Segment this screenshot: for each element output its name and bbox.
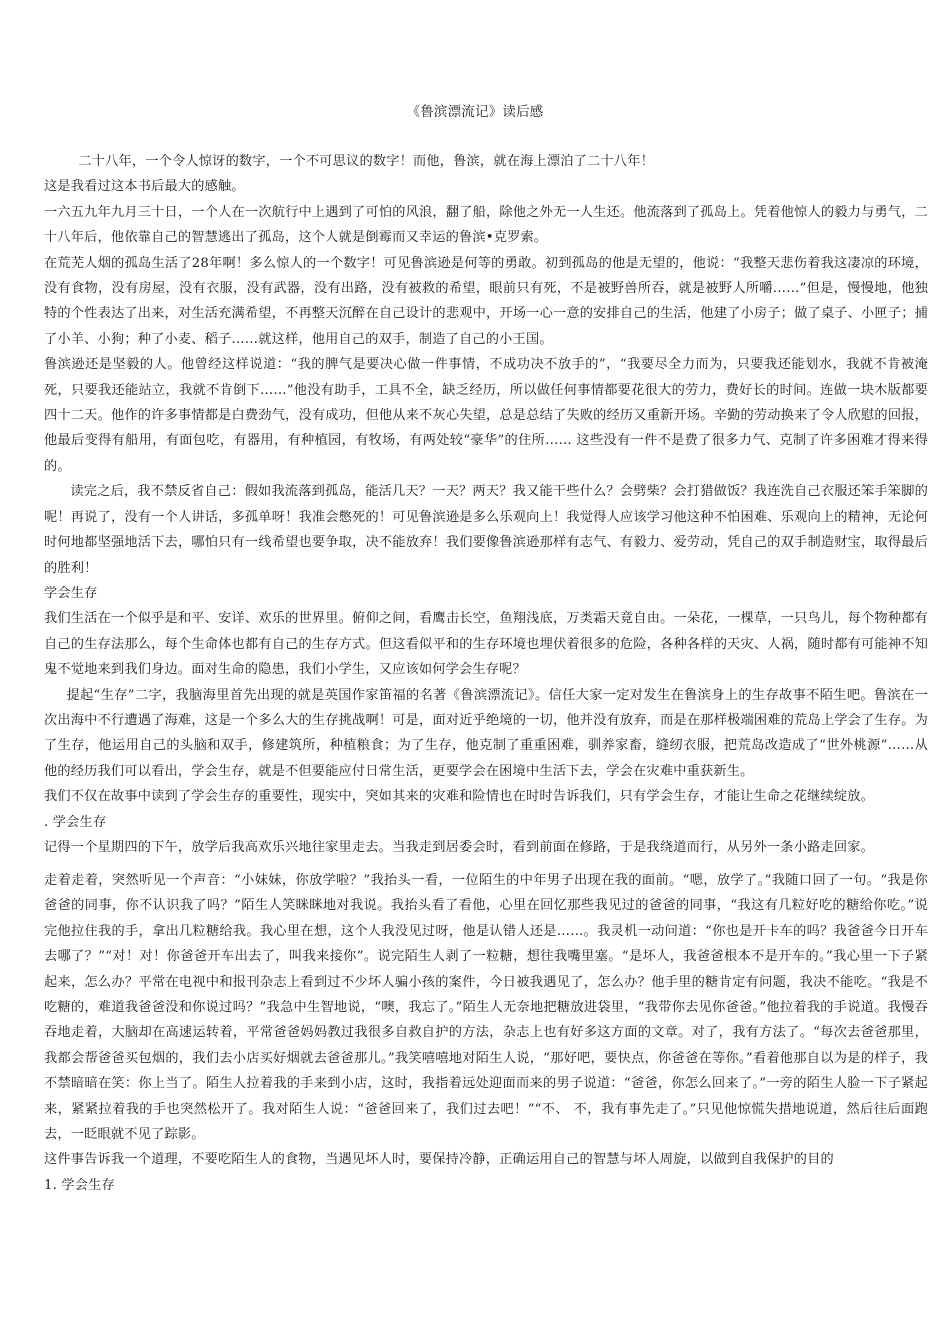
paragraph-10: 记得一个星期四的下午，放学后我高欢乐兴地往家里走去。当我走到居委会时，看到前面在修路，于是我绕道而行，从另外一条小路走回家。 bbox=[44, 839, 875, 855]
document-title: 《鲁滨漂流记》读后感 bbox=[406, 104, 544, 120]
paragraph-4: 在荒芜人烟的孤岛生活了28年啊！多么惊人的一个数字！可见鲁滨逊是何等的勇敢。初到孤岛的他是无望的，他说：“我整天悲伤着我这凄凉的环境，没有食物，没有房屋，没有衣服，没有武器，没有出路，没有被救的希望，眼前只有死，不是被野兽所吞，就是被野人所嚼……”但是，慢慢地，他独特的个性表达了出来，对生活充满希望，不再整天沉醉在自己设计的悲观中，开场一心一意的安排自己的生活，他建了小房子；做了桌子、小匣子；捕了小羊、小狗；种了小麦、稻子……就这样，他用自己的双手，制造了自己的小王国。 bbox=[44, 255, 928, 347]
paragraph-12: 这件事告诉我一个道理，不要吃陌生人的食物，当遇见坏人时，要保持冷静，正确运用自己的智慧与坏人周旋，以做到自我保护的目的 bbox=[44, 1152, 834, 1168]
body-section-2 bbox=[44, 868, 928, 1198]
paragraph-7: 我们生活在一个似乎是和平、安详、欢乐的世界里。俯仰之间，看鹰击长空，鱼翔浅底，万类霜天竟自由。一朵花，一棵草，一只鸟儿，每个物种都有自己的生存法那么，每个生命体也都有自己的生存方式。但这看似平和的生存环境也埋伏着很多的危险，各种各样的天灾、人祸，随时都有可能神不知鬼不觉地来到我们身边。面对生命的隐患，我们小学生，又应该如何学会生存呢？ bbox=[44, 611, 928, 678]
paragraph-8: 提起“生存”二字，我脑海里首先出现的就是英国作家笛福的名著《鲁滨漂流记》。信任大家一定对发生在鲁滨身上的生存故事不陌生吧。鲁滨在一次出海中不行遭遇了海难，这是一个多么大的生存挑战啊！可是，面对近乎绝境的一切，他并没有放弃，而是在那样极端困难的荒岛上学会了生存。为了生存，他运用自己的头脑和双手，修建筑所，种植粮食；为了生存，他克制了重重困难，驯养家畜，缝纫衣服，把荒岛改造成了“世外桃源”……从他的经历我们可以看出，学会生存，就是不但要能应付日常生活，更要学会在困境中生活下去，学会在灾难中重获新生。 bbox=[44, 687, 928, 779]
paragraph-3: 一六五九年九月三十日，一个人在一次航行中上遇到了可怕的风浪，翻了船，除他之外无一人生还。他流落到了孤岛上。凭着他惊人的毅力与勇气，二十八年后，他依靠自己的智慧逃出了孤岛，这个人就是倒霉而又幸运的鲁滨•克罗索。 bbox=[44, 204, 928, 246]
body-section-1 bbox=[44, 149, 928, 860]
paragraph-11: 走着走着，突然听见一个声音：“小妹妹，你放学啦？”我抬头一看，一位陌生的中年男子出现在我的面前。“嗯，放学了。”我随口回了一句。“我是你爸爸的同事，你不认识我了吗？”陌生人笑眯眯地对我说。我抬头看了看他，心里在回忆那些我见过的爸爸的同事，“我这有几粒好吃的糖给你吃。”说完他拉住我的手，拿出几粒糖给我。我心里在想，这个人我没见过呀，他是认错人还是……。我灵机一动问道：“你也是开卡车的吗？我爸爸今日开车去哪了？”“对！对！你爸爸开车出去了，叫我来接你”。说完陌生人剥了一粒糖，想往我嘴里塞。“是坏人，我爸爸根本不是开车的。”我心里一下子紧起来，怎么办？平常在电视中和报刊杂志上看到过不少坏人骗小孩的案件，今日被我遇见了，怎么办？他手里的糖肯定有问题，我决不能吃。“我是不吃糖的，难道我爸爸没和你说过吗？”我急中生智地说，“噢，我忘了。”陌生人无奈地把糖放进袋里，“我带你去见你爸爸。”他拉着我的手说道。我慢吞吞地走着，大脑却在高速运转着，平常爸爸妈妈教过我很多自救自护的方法，杂志上也有好多这方面的文章。对了，我有方法了。“每次去爸爸那里，我都会帮爸爸买包烟的，我们去小店买好烟就去爸爸那儿。”我笑嘻嘻地对陌生人说，“那好吧，要快点，你爸爸在等你。”看着他那自以为是的样子，我不禁暗暗在笑：你上当了。陌生人拉着我的手来到小店，这时，我指着远处迎面而来的男子说道：“爸爸，你怎么回来了。”一旁的陌生人脸一下子紧起来，紧紧拉着我的手也突然松开了。我对陌生人说：“爸爸回来了，我们过去吧！”“不、 不，我有事先走了。”只见他惊慌失措地说道，然后往后面跑去，一眨眼就不见了踪影。 bbox=[44, 873, 928, 1143]
paragraph-9: 我们不仅在故事中读到了学会生存的重要性，现实中，突如其来的灾难和险情也在时时告诉我们，只有学会生存，才能让生命之花继续绽放。 bbox=[44, 789, 875, 805]
paragraph-1: 二十八年，一个令人惊讶的数字，一个不可思议的数字！而他，鲁滨，就在海上漂泊了二十八年！ bbox=[78, 154, 654, 169]
paragraph-5: 鲁滨逊还是坚毅的人。他曾经这样说道：“我的脾气是要决心做一件事情，不成功决不放手的”，“我要尽全力而为，只要我还能划水，我就不肯被淹死，只要我还能站立，我就不肯倒下……”他没有助手，工具不全，缺乏经历，所以做任何事情都要花很大的劳力，费好长的时间。连做一块木版都要四十二天。他作的许多事情都是白费劲气，没有成功，但他从来不灰心失望，总是总结了失败的经历又重新开场。辛勤的劳动换来了令人欣慰的回报，他最后变得有船用，有面包吃，有器用，有种植园，有牧场，有两处较“豪华”的住所…… 这些没有一件不是费了很多力气、克制了许多困难才得来得的。 bbox=[44, 357, 928, 474]
section-heading-1: 学会生存 bbox=[44, 585, 98, 601]
section-heading-3: 1. 学会生存 bbox=[44, 1177, 115, 1193]
section-heading-2: . 学会生存 bbox=[44, 814, 107, 830]
paragraph-2: 这是我看过这本书后最大的感触。 bbox=[44, 179, 245, 195]
paragraph-6: 读完之后，我不禁反省自己：假如我流落到孤岛，能活几天？一天？两天？我又能干些什么？会劈柴？会打猎做饭？我连洗自己衣服还笨手笨脚的呢！再说了，没有一个人讲话，多孤单呀！我准会憋死的！可见鲁滨逊是多么乐观向上！我觉得人应该学习他这种不怕困难、乐观向上的精神，无论何时何地都坚强地活下去，哪怕只有一线希望也要争取，决不能放弃！我们要像鲁滨逊那样有志气、有毅力、爱劳动，凭自己的双手制造财宝，取得最后的胜利！ bbox=[44, 484, 928, 576]
